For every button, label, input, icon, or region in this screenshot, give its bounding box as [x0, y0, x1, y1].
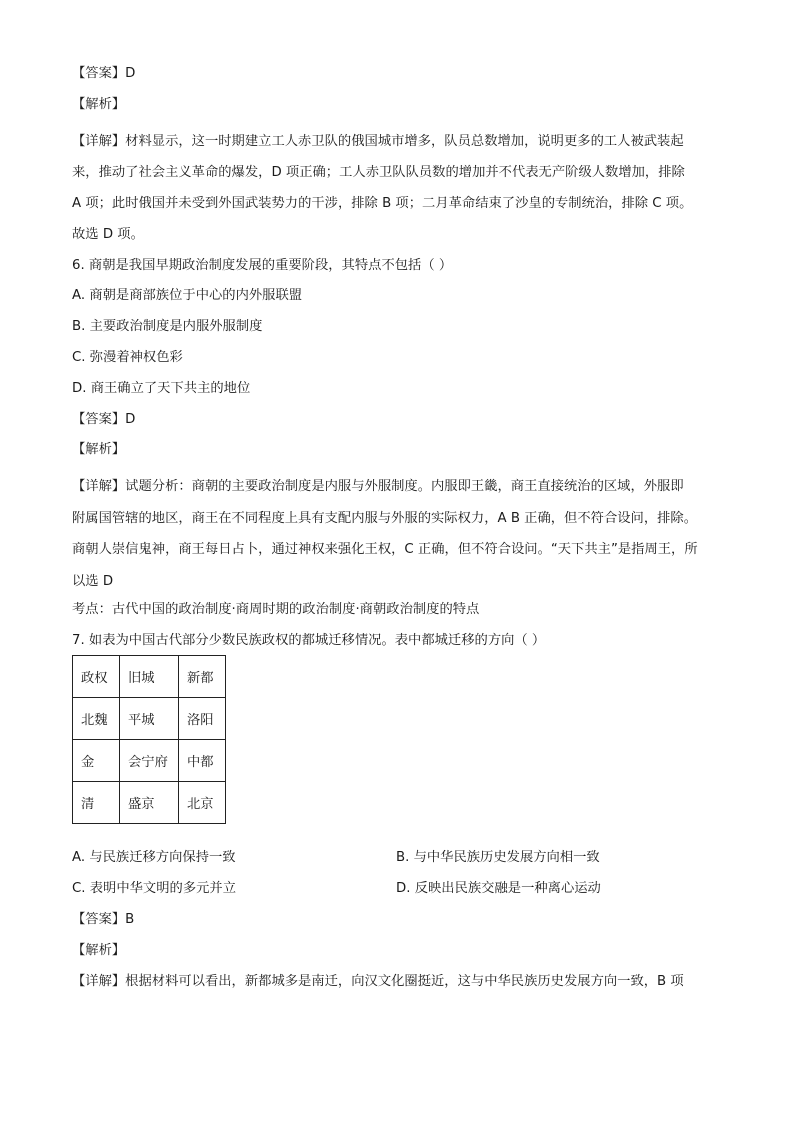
- table-cell: 清: [73, 781, 120, 823]
- table-header-row: [73, 655, 226, 697]
- capital-migration-table: [72, 655, 226, 824]
- q6-detail-line: 【详解】试题分析：商朝的主要政治制度是内服与外服制度。内服即王畿，商王直接统治的区域，外服即: [72, 479, 684, 495]
- q7-analysis-heading: 【解析】: [72, 942, 126, 958]
- q6-stem: 6. 商朝是我国早期政治制度发展的重要阶段，其特点不包括（ ）: [72, 257, 453, 273]
- table-cell: 金: [73, 739, 120, 781]
- table-row: [73, 781, 226, 823]
- q5-analysis-heading: 【解析】: [72, 96, 126, 112]
- q5-detail-line: 来，推动了社会主义革命的爆发，D 项正确；工人赤卫队队员数的增加并不代表无产阶级人数增加，排除: [72, 164, 685, 180]
- q7-option-b: B. 与中华民族历史发展方向相一致: [396, 849, 600, 865]
- table-cell: 平城: [120, 697, 179, 739]
- table-cell: 北魏: [73, 697, 120, 739]
- table-header-cell: 政权: [73, 655, 120, 697]
- q5-detail-line: A 项；此时俄国并未受到外国武装势力的干涉，排除 B 项；二月革命结束了沙皇的专制统治，排除 C 项。: [72, 195, 693, 211]
- table-row: [73, 739, 226, 781]
- q6-detail-line: 附属国管辖的地区，商王在不同程度上具有支配内服与外服的实际权力，A B 正确，但不符合设问，排除。: [72, 510, 698, 526]
- table-cell: 盛京: [120, 781, 179, 823]
- q6-option-a: A. 商朝是商部族位于中心的内外服联盟: [72, 288, 303, 304]
- q6-analysis-heading: 【解析】: [72, 442, 126, 458]
- q5-detail-line: 故选 D 项。: [72, 226, 144, 242]
- table-header-cell: 旧城: [120, 655, 179, 697]
- q6-option-d: D. 商王确立了天下共主的地位: [72, 380, 251, 396]
- q6-detail: [72, 471, 732, 597]
- q5-detail-line: 【详解】材料显示，这一时期建立工人赤卫队的俄国城市增多，队员总数增加，说明更多的工人被武装起: [72, 133, 684, 149]
- q5-detail: [72, 126, 732, 250]
- table-cell: 北京: [179, 781, 226, 823]
- q6-option-b: B. 主要政治制度是内服外服制度: [72, 319, 263, 335]
- q5-answer: 【答案】D: [72, 66, 136, 81]
- table-cell: 中都: [179, 739, 226, 781]
- table-header-cell: 新都: [179, 655, 226, 697]
- table-cell: 会宁府: [120, 739, 179, 781]
- q7-option-d: D. 反映出民族交融是一种离心运动: [396, 880, 601, 896]
- q7-answer: 【答案】B: [72, 911, 135, 927]
- q7-stem: 7. 如表为中国古代部分少数民族政权的都城迁移情况。表中都城迁移的方向（ ）: [72, 632, 546, 648]
- q6-answer: 【答案】D: [72, 411, 136, 427]
- table-row: [73, 697, 226, 739]
- q7-options: [72, 848, 732, 899]
- table-cell: 洛阳: [179, 697, 226, 739]
- q7-option-c: C. 表明中华文明的多元并立: [72, 880, 237, 896]
- q7-option-a: A. 与民族迁移方向保持一致: [72, 849, 236, 865]
- q6-detail-line: 商朝人崇信鬼神，商王每日占卜，通过神权来强化王权，C 正确，但不符合设问。“天下共主”是指周王，所: [72, 542, 698, 558]
- q6-kaodian: 考点：古代中国的政治制度·商周时期的政治制度·商朝政治制度的特点: [72, 602, 480, 618]
- q6-detail-line: 以选 D: [72, 573, 114, 589]
- q7-detail: 【详解】根据材料可以看出，新都城多是南迁，向汉文化圈挺近，这与中华民族历史发展方向一致，B 项: [72, 973, 684, 989]
- document-page: [72, 64, 732, 1002]
- q6-option-c: C. 弥漫着神权色彩: [72, 349, 183, 365]
